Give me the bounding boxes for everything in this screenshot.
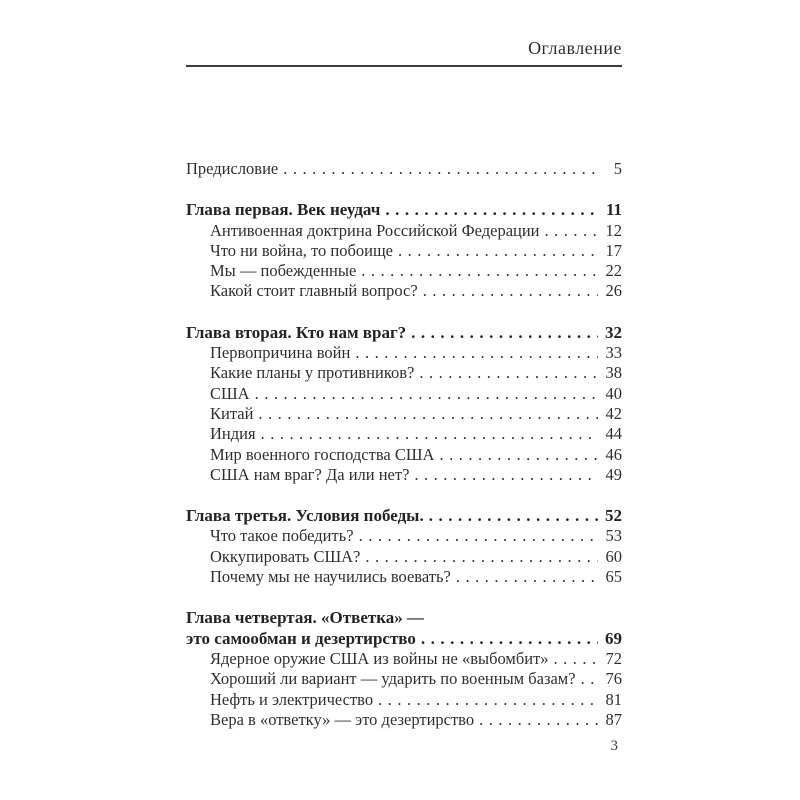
toc-section-entry bbox=[186, 261, 622, 281]
toc-chapter-entry bbox=[186, 506, 622, 526]
toc-chapter-group bbox=[186, 608, 622, 730]
toc-entry-page: 33 bbox=[605, 343, 622, 363]
toc-section-entry bbox=[186, 241, 622, 261]
dot-leader bbox=[378, 690, 598, 710]
toc-preface-entry bbox=[186, 159, 622, 179]
toc-entry-title: Антивоенная доктрина Российской Федерации bbox=[210, 220, 540, 240]
toc-section-entry bbox=[186, 221, 622, 241]
toc-chapter-entry bbox=[186, 323, 622, 343]
toc-entry-page: 17 bbox=[605, 240, 622, 260]
toc-row bbox=[186, 690, 622, 710]
toc-row bbox=[186, 424, 622, 444]
toc-entry-title: Глава третья. Условия победы. bbox=[186, 506, 424, 526]
toc-entry-page: 52 bbox=[605, 506, 622, 526]
page-header-title: Оглавление bbox=[528, 38, 622, 58]
header-rule bbox=[186, 65, 622, 67]
toc-entry-title: Мир военного господства США bbox=[210, 444, 435, 464]
toc-entry-page: 32 bbox=[605, 322, 622, 342]
toc-entry-page: 22 bbox=[605, 261, 622, 281]
toc-entry-title: Какой стоит главный вопрос? bbox=[210, 281, 418, 301]
toc-entry-page: 42 bbox=[605, 403, 622, 423]
dot-leader bbox=[361, 261, 598, 281]
toc-entry-page: 44 bbox=[605, 424, 622, 444]
toc-entry-title: США bbox=[210, 383, 250, 403]
toc-entry-page: 46 bbox=[605, 444, 622, 464]
toc-chapter-entry bbox=[186, 200, 622, 220]
dot-leader bbox=[545, 221, 598, 241]
toc-entry-page: 72 bbox=[605, 648, 622, 668]
toc-entry-page: 87 bbox=[605, 709, 622, 729]
toc-entry-page: 11 bbox=[605, 200, 622, 220]
toc-section-entry bbox=[186, 363, 622, 383]
toc-entry-page: 65 bbox=[605, 567, 622, 587]
toc-chapter-entry bbox=[186, 608, 622, 649]
dot-leader bbox=[283, 159, 598, 179]
toc-entry-title: Хороший ли вариант — ударить по военным базам? bbox=[210, 669, 576, 689]
toc-entry-title: США нам враг? Да или нет? bbox=[210, 464, 410, 484]
dot-leader bbox=[421, 629, 598, 649]
toc-entry-title: Мы — побежденные bbox=[210, 261, 357, 281]
toc-section-entry bbox=[186, 526, 622, 546]
toc-row bbox=[186, 669, 622, 689]
toc-entry-title: Глава первая. Век неудач bbox=[186, 200, 381, 220]
toc-chapter-group bbox=[186, 323, 622, 485]
toc-entry-page: 5 bbox=[613, 159, 622, 178]
toc-entry-title: Глава вторая. Кто нам враг? bbox=[186, 322, 407, 342]
toc-row bbox=[186, 629, 622, 649]
toc-entry-title: Ядерное оружие США из войны не «выбомбит» bbox=[210, 648, 549, 668]
toc-entry-title: Первопричина войн bbox=[210, 343, 351, 363]
toc-entry-title: это самообман и дезертирство bbox=[186, 628, 416, 648]
toc-row bbox=[186, 343, 622, 363]
toc-entry-title: Глава четвертая. «Ответка» — bbox=[186, 608, 424, 628]
dot-leader bbox=[398, 241, 598, 261]
toc-row bbox=[186, 261, 622, 281]
toc-entry-page: 49 bbox=[605, 464, 622, 484]
toc-row bbox=[186, 649, 622, 669]
dot-leader bbox=[355, 343, 598, 363]
toc-row bbox=[186, 221, 622, 241]
toc-section-entry bbox=[186, 710, 622, 730]
dot-leader bbox=[365, 547, 598, 567]
toc-entry-title: Оккупировать США? bbox=[210, 546, 361, 566]
toc-row bbox=[186, 200, 622, 220]
toc-section-entry bbox=[186, 384, 622, 404]
toc-section-entry bbox=[186, 281, 622, 301]
dot-leader bbox=[479, 710, 598, 730]
toc-row bbox=[186, 710, 622, 730]
dot-leader bbox=[423, 281, 598, 301]
dot-leader bbox=[411, 323, 598, 343]
toc-entry-title: Что такое победить? bbox=[210, 526, 354, 546]
toc-row bbox=[186, 567, 622, 587]
toc-section-entry bbox=[186, 567, 622, 587]
toc-row bbox=[186, 281, 622, 301]
toc-row bbox=[186, 363, 622, 383]
toc-row bbox=[186, 608, 622, 628]
dot-leader bbox=[359, 526, 598, 546]
toc-section-entry bbox=[186, 649, 622, 669]
dot-leader bbox=[429, 506, 598, 526]
dot-leader bbox=[456, 567, 598, 587]
dot-leader bbox=[439, 445, 598, 465]
dot-leader bbox=[385, 200, 598, 220]
page-number: 3 bbox=[610, 738, 618, 754]
toc-chapter-group bbox=[186, 200, 622, 301]
toc-entry-page: 40 bbox=[605, 383, 622, 403]
dot-leader bbox=[554, 649, 598, 669]
toc-entry-title: Вера в «ответку» — это дезертирство bbox=[210, 709, 475, 729]
toc-list bbox=[186, 159, 622, 730]
toc-row bbox=[186, 465, 622, 485]
toc-row bbox=[186, 526, 622, 546]
toc-entry-page: 76 bbox=[605, 669, 622, 689]
toc-row bbox=[186, 404, 622, 424]
toc-section-entry bbox=[186, 424, 622, 444]
toc-section-entry bbox=[186, 465, 622, 485]
toc-section-entry bbox=[186, 343, 622, 363]
toc-entry-page: 53 bbox=[605, 526, 622, 546]
toc-entry-title: Нефть и электричество bbox=[210, 689, 374, 709]
toc-entry-title: Индия bbox=[210, 424, 256, 444]
dot-leader bbox=[255, 384, 598, 404]
toc-row bbox=[186, 506, 622, 526]
toc-section-entry bbox=[186, 404, 622, 424]
toc-entry-title: Что ни война, то побоище bbox=[210, 240, 393, 260]
toc-chapter-group bbox=[186, 506, 622, 587]
toc-entry-page: 60 bbox=[605, 546, 622, 566]
toc-row bbox=[186, 241, 622, 261]
toc-row bbox=[186, 445, 622, 465]
toc-section-entry bbox=[186, 690, 622, 710]
toc-entry-page: 81 bbox=[605, 689, 622, 709]
toc-row bbox=[186, 547, 622, 567]
toc-row bbox=[186, 323, 622, 343]
book-page bbox=[186, 0, 622, 730]
toc-section-entry bbox=[186, 669, 622, 689]
toc-row bbox=[186, 159, 622, 179]
toc-row bbox=[186, 384, 622, 404]
toc-entry-page: 69 bbox=[605, 628, 622, 648]
dot-leader bbox=[258, 404, 598, 424]
toc-section-entry bbox=[186, 445, 622, 465]
toc-entry-page: 26 bbox=[605, 281, 622, 301]
dot-leader bbox=[261, 424, 598, 444]
dot-leader bbox=[419, 363, 598, 383]
dot-leader bbox=[581, 669, 598, 689]
toc-entry-page: 38 bbox=[605, 363, 622, 383]
toc-entry-title: Почему мы не научились воевать? bbox=[210, 567, 451, 587]
toc-entry-title: Какие планы у противников? bbox=[210, 363, 415, 383]
toc-entry-title: Предисловие bbox=[186, 159, 279, 178]
toc-entry-title: Китай bbox=[210, 403, 254, 423]
toc-section-entry bbox=[186, 547, 622, 567]
dot-leader bbox=[414, 465, 598, 485]
toc-entry-page: 12 bbox=[605, 220, 622, 240]
